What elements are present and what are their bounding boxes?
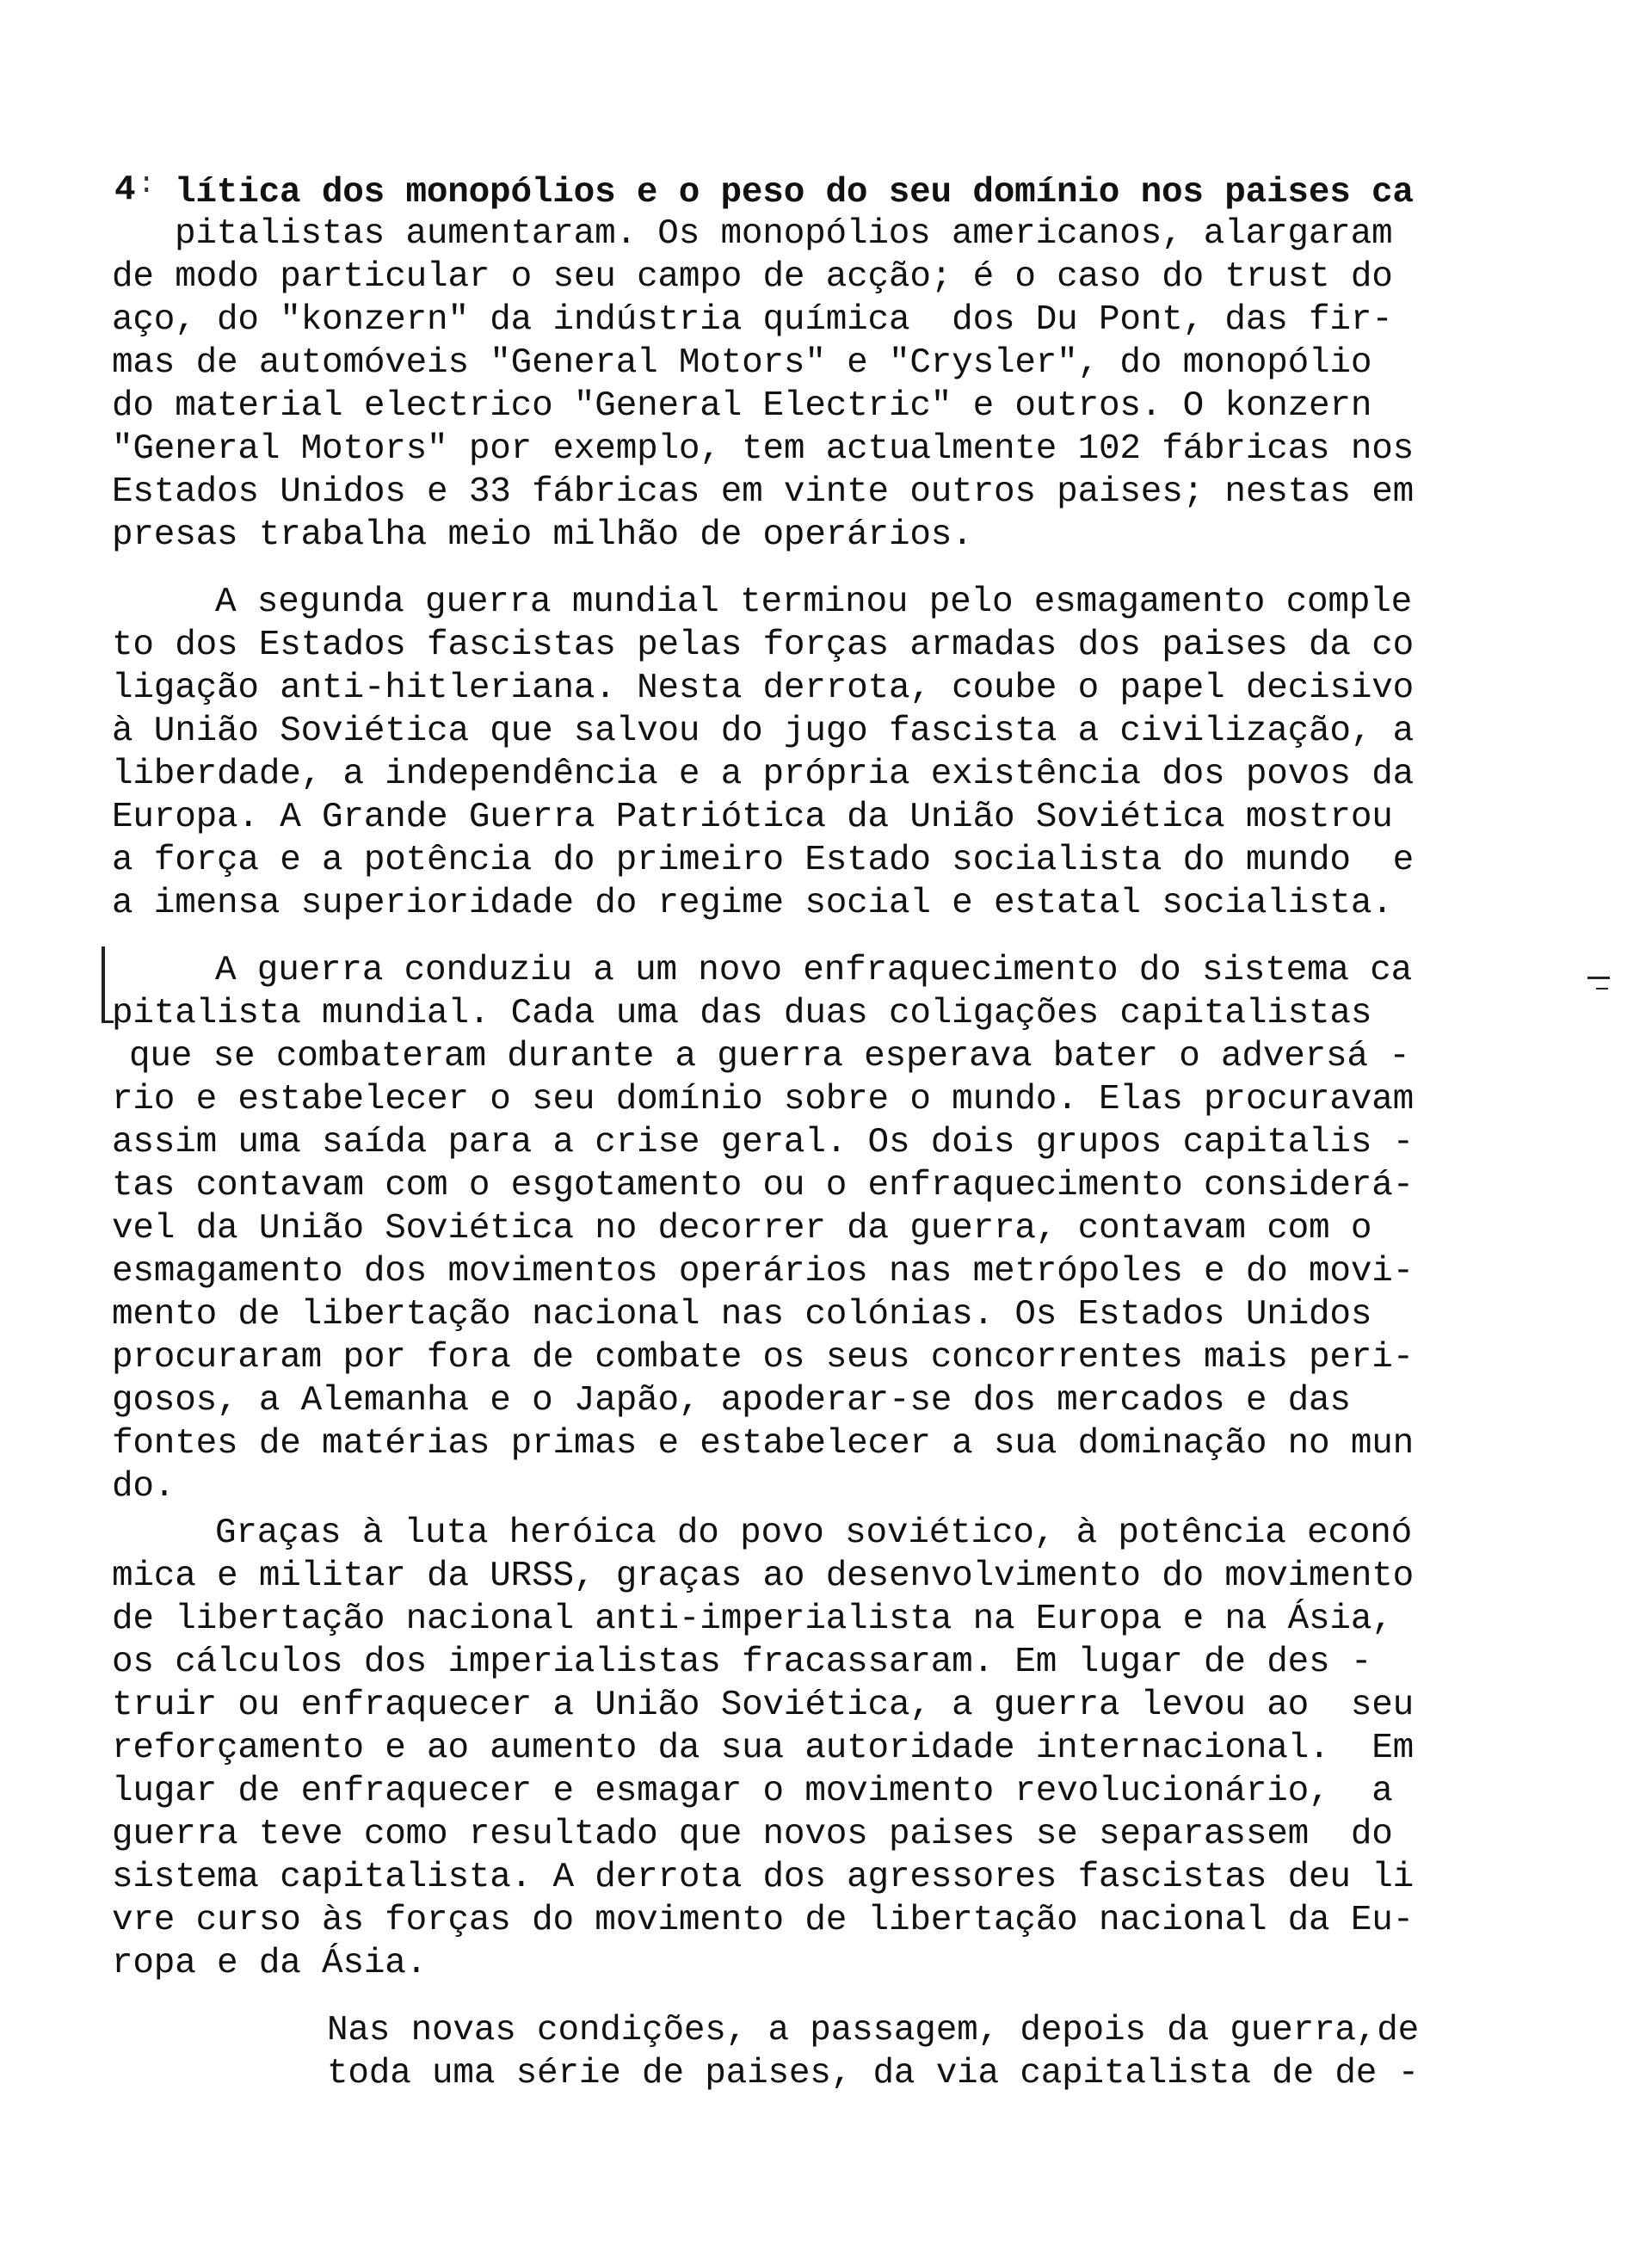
text-line: pitalista mundial. Cada uma das duas coligações capitalistas (112, 994, 1372, 1033)
text-line: assim uma saída para a crise geral. Os dois grupos capitalis - (112, 1123, 1415, 1162)
text-line: a força e a potência do primeiro Estado socialista do mundo e (112, 841, 1415, 880)
text-line: procuraram por fora de combate os seus concorrentes mais peri- (112, 1338, 1415, 1378)
text-line: A segunda guerra mundial terminou pelo esmagamento comple (215, 583, 1413, 622)
text-line: lítica dos monopólios e o peso do seu domínio nos paises ca (175, 173, 1414, 213)
text-line: mica e militar da URSS, graças ao desenvolvimento do movimento (112, 1557, 1415, 1596)
text-line: de modo particular o seu campo de acção; é o caso do trust do (112, 257, 1393, 297)
text-line: ropa e da Ásia. (112, 1944, 428, 1983)
right-margin-mark (1596, 988, 1608, 989)
text-line: aço, do "konzern" da indústria química dos Du Pont, das fir- (112, 300, 1393, 340)
text-line: Nas novas condições, a passagem, depois da guerra,de (327, 2011, 1420, 2050)
page-number-colon-mark: : (138, 169, 156, 201)
text-line: do. (112, 1467, 176, 1507)
text-line: pitalistas aumentaram. Os monopólios americanos, alargaram (175, 214, 1393, 254)
text-line: liberdade, a independência e a própria existência dos povos da (112, 755, 1415, 794)
text-line: presas trabalha meio milhão de operários. (112, 515, 973, 555)
text-line: do material electrico "General Electric" e outros. O konzern (112, 386, 1372, 426)
text-line: à União Soviética que salvou do jugo fascista a civilização, a (112, 712, 1415, 751)
text-line: vel da União Soviética no decorrer da guerra, contavam com o (112, 1209, 1372, 1248)
text-line: os cálculos dos imperialistas fracassaram. Em lugar de des - (112, 1643, 1372, 1682)
page-number: 4 (114, 170, 136, 210)
text-line: fontes de matérias primas e estabelecer a sua dominação no mun (112, 1424, 1415, 1464)
text-line: ligação anti-hitleriana. Nesta derrota, coube o papel decisivo (112, 669, 1415, 708)
text-line: gosos, a Alemanha e o Japão, apoderar-se dos mercados e das (112, 1381, 1351, 1421)
text-line: reforçamento e ao aumento da sua autoridade internacional. Em (112, 1729, 1415, 1768)
margin-bracket-mark (102, 946, 105, 1022)
text-line: toda uma série de paises, da via capitalista de de - (327, 2054, 1420, 2093)
text-line: vre curso às forças do movimento de libertação nacional da Eu- (112, 1901, 1415, 1940)
text-line: lugar de enfraquecer e esmagar o movimento revolucionário, a (112, 1772, 1393, 1811)
text-line: mento de libertação nacional nas colónias. Os Estados Unidos (112, 1295, 1372, 1335)
text-line: de libertação nacional anti-imperialista na Europa e na Ásia, (112, 1600, 1393, 1639)
text-line: a imensa superioridade do regime social e estatal socialista. (112, 884, 1393, 923)
text-line: que se combateram durante a guerra esperava bater o adversá - (129, 1037, 1410, 1076)
text-line: rio e estabelecer o seu domínio sobre o mundo. Elas procuravam (112, 1080, 1415, 1119)
text-line: Graças à luta heróica do povo soviético, à potência econó (215, 1513, 1413, 1553)
text-line: truir ou enfraquecer a União Soviética, a guerra levou ao seu (112, 1686, 1415, 1725)
text-line: to dos Estados fascistas pelas forças armadas dos paises da co (112, 626, 1415, 665)
right-margin-mark (1587, 977, 1610, 979)
text-line: tas contavam com o esgotamento ou o enfraquecimento considerá- (112, 1166, 1415, 1205)
text-line: guerra teve como resultado que novos paises se separassem do (112, 1815, 1393, 1854)
text-line: sistema capitalista. A derrota dos agressores fascistas deu li (112, 1858, 1415, 1897)
text-line: esmagamento dos movimentos operários nas metrópoles e do movi- (112, 1252, 1415, 1292)
text-line: Europa. A Grande Guerra Patriótica da União Soviética mostrou (112, 798, 1393, 837)
text-line: A guerra conduziu a um novo enfraquecimento do sistema ca (215, 951, 1413, 990)
text-line: "General Motors" por exemplo, tem actualmente 102 fábricas nos (112, 429, 1415, 469)
text-line: Estados Unidos e 33 fábricas em vinte outros paises; nestas em (112, 472, 1415, 512)
text-line: mas de automóveis "General Motors" e "Crysler", do monopólio (112, 343, 1372, 383)
